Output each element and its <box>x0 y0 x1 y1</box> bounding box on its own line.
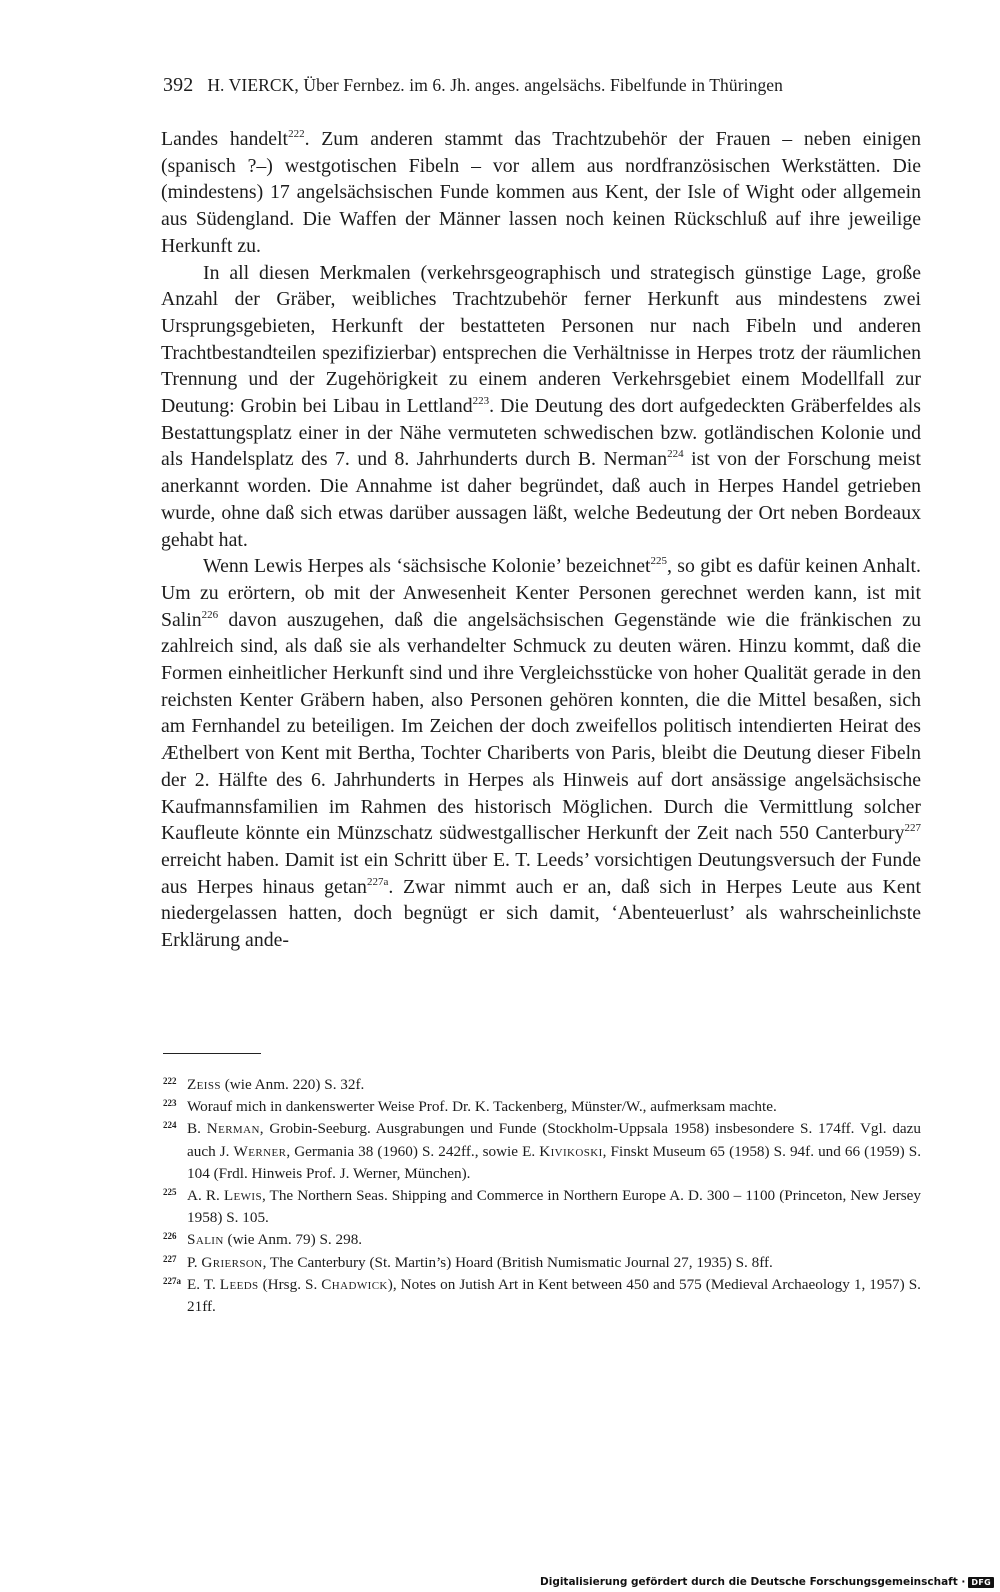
footnote <box>163 1118 921 1185</box>
footnote-number: 224 <box>163 1120 177 1131</box>
credit-text: Digitalisierung gefördert durch die Deutsche Forschungsgemeinschaft · <box>540 1576 966 1588</box>
footnote-number: 225 <box>163 1187 177 1198</box>
text-run: B. <box>187 1120 207 1138</box>
text-run: erreicht haben. Damit ist ein Schritt über E. T. Leeds’ vorsichtigen Deutungsversuch der Funde aus Herpes hinaus getan <box>161 848 921 898</box>
footnote-text <box>187 1074 921 1096</box>
footnote-text <box>187 1274 921 1318</box>
dfg-logo: DFG <box>968 1577 994 1588</box>
running-title: H. VIERCK, Über Fernbez. im 6. Jh. anges. angelsächs. Fibelfunde in Thüringen <box>207 75 784 95</box>
footnote-separator <box>163 1053 261 1054</box>
footnote-ref: 222 <box>288 128 305 140</box>
footnote-number: 227a <box>163 1275 181 1286</box>
footnote-ref: 225 <box>650 555 668 568</box>
footnote <box>163 1074 921 1096</box>
text-run: Wenn Lewis Herpes als ‘sächsische Kolonie’ bezeichnet <box>203 555 651 578</box>
text-run: . Die Deutung des dort aufgedeckten Gräberfeldes als Bestattungsplatz einer in der Nähe vermuteten schwedischen bzw. gotländischen Kolonie und als Handelsplatz des 7. und 8. Jahrhunderts durch B. Nerman <box>161 395 921 471</box>
text-run: , Grobin-Seeburg. Ausgrabungen und Funde (Stockholm-Uppsala 1958) insbesondere S. 174ff. Vgl. dazu auch J. <box>187 1120 921 1160</box>
footnote-text <box>187 1229 921 1251</box>
text-run: , Finskt Museum 65 (1958) S. 94f. und 66 (1959) S. 104 (Frdl. Hinweis Prof. J. Werner, München). <box>187 1142 921 1182</box>
author-name: Salin <box>187 1231 224 1249</box>
footnote <box>163 1185 921 1229</box>
author-name: Leeds <box>219 1275 259 1293</box>
text-run: , so gibt es dafür keinen Anhalt. Um zu erörtern, ob mit der Anwesenheit Kenter Personen gerechnet werden kann, ist mit Salin <box>161 555 921 631</box>
text-run: P. <box>187 1253 202 1271</box>
footnote-number: 222 <box>163 1076 177 1086</box>
footnote <box>163 1096 921 1118</box>
author-name: Kivikoski <box>539 1142 603 1160</box>
footnote-ref: 224 <box>667 448 684 461</box>
footnote-text: Worauf mich in dankenswerter Weise Prof. Dr. K. Tackenberg, Münster/W., aufmerksam machte. <box>187 1098 777 1116</box>
text-run: A. R. <box>187 1187 224 1205</box>
page-number: 392 <box>163 74 194 96</box>
text-run: (wie Anm. 79) S. 298. <box>223 1231 363 1249</box>
text-run: (Hrsg. S. <box>258 1275 322 1293</box>
footnote <box>163 1229 921 1251</box>
paragraph <box>161 260 921 554</box>
paragraph <box>161 126 921 260</box>
footnote-ref: 223 <box>472 395 490 408</box>
text-run: . Zwar nimmt auch er an, daß sich in Herpes Leute aus Kent niedergelassen hatten, doch begnügt er sich damit, ‘Abenteuerlust’ als wahrscheinlichste Erklärung ande- <box>161 875 921 952</box>
text-run: ), Notes on Jutish Art in Kent between 450 and 575 (Medieval Archaeology 1, 1957) S. 21ff. <box>187 1275 921 1316</box>
footnote-ref: 227 <box>904 822 921 835</box>
running-header <box>163 74 923 97</box>
text-run: . Zum anderen stammt das Trachtzubehör der Frauen – neben einigen (spanisch ?–) westgotischen Fibeln – vor allem aus nordfranzösischen Werkstätten. Die (mindestens) 17 angelsächsischen Funde kommen aus Kent, der Isle of Wight oder allgemein aus Südengland. Die Waffen der Männer lassen noch keinen Rückschluß auf ihre jeweilige Herkunft zu. <box>161 128 921 257</box>
footnotes <box>163 1074 921 1318</box>
author-name: Nerman <box>206 1120 260 1138</box>
text-run: (wie Anm. 220) S. 32f. <box>220 1076 365 1093</box>
text-run: davon auszugehen, daß die angelsächsischen Gegenstände wie die fränkischen zu zahlreich sind, als daß sie als verhandelter Schmuck zu deuten wären. Hinzu kommt, daß die Formen einheitlicher Herkunft sind und ihre Vergleichsstücke von hoher Qualität gerade in den reichsten Kenter Gräbern haben, also Personen gehören konnten, die die Mittel besaßen, sich am Fernhandel zu beteiligen. Im Zeichen der doch zweifellos politisch intendierten Heirat des Æthelbert von Kent mit Bertha, Tochter Chariberts von Paris, bleibt die Deutung dieser Fibeln der 2. Hälfte des 6. Jahrhunderts in Herpes als Hinweis auf dort ansässige angelsächsische Kaufmannsfamilien im Rahmen des historisch Möglichen. Durch die Vermittlung solcher Kaufleute könnte ein Münzschatz südwestgallischer Herkunft der Zeit nach 550 Canterbury <box>161 608 921 845</box>
text-run: ist von der Forschung meist anerkannt worden. Die Annahme ist daher begründet, daß auch in Herpes Handel getrieben wurde, ohne daß sich etwas darüber aussagen läßt, welche Bedeutung der Ort neben Bordeaux gehabt hat. <box>161 448 921 551</box>
footnote-text <box>187 1185 921 1229</box>
text-run: In all diesen Merkmalen (verkehrsgeographisch und strategisch günstige Lage, große Anzahl der Gräber, weibliches Trachtzubehör ferner Herkunft aus mindestens zwei Ursprungsgebieten, Herkunft der bestatteten Personen nur nach Fibeln und anderen Trachtbestandteilen spezifizierbar) entsprechen die Verhältnisse in Herpes trotz der räumlichen Trennung und der Zugehörigkeit zu einem anderen Verkehrsgebiet einem Modellfall zur Deutung: Grobin bei Libau in Lettland <box>161 261 921 418</box>
footnote-number: 226 <box>163 1231 177 1242</box>
footnote-number: 223 <box>163 1098 177 1109</box>
footnote <box>163 1274 921 1318</box>
body-text <box>161 126 921 954</box>
author-name: Werner <box>233 1142 287 1160</box>
footnote-ref: 227a <box>366 875 389 888</box>
author-name: Grierson <box>201 1253 263 1271</box>
digitization-credit <box>540 1576 994 1588</box>
footnote-ref: 226 <box>201 608 219 621</box>
text-run: E. T. <box>187 1275 220 1293</box>
text-run: , The Canterbury (St. Martin’s) Hoard (British Numismatic Journal 27, 1935) S. 8ff. <box>262 1253 773 1271</box>
author-name: Zeiss <box>187 1076 221 1093</box>
text-run: , Germania 38 (1960) S. 242ff., sowie E. <box>286 1142 540 1160</box>
footnote-text <box>187 1252 921 1274</box>
paragraph <box>161 553 921 954</box>
footnote <box>163 1252 921 1274</box>
footnote-number: 227 <box>163 1253 177 1264</box>
text-run: , The Northern Seas. Shipping and Commerce in Northern Europe A. D. 300 – 1100 (Princeton, New Jersey 1958) S. 105. <box>187 1187 921 1227</box>
author-name: Lewis <box>223 1187 262 1205</box>
text-run: Landes handelt <box>161 128 289 150</box>
author-name: Chadwick <box>321 1275 388 1293</box>
footnote-text <box>187 1118 921 1185</box>
